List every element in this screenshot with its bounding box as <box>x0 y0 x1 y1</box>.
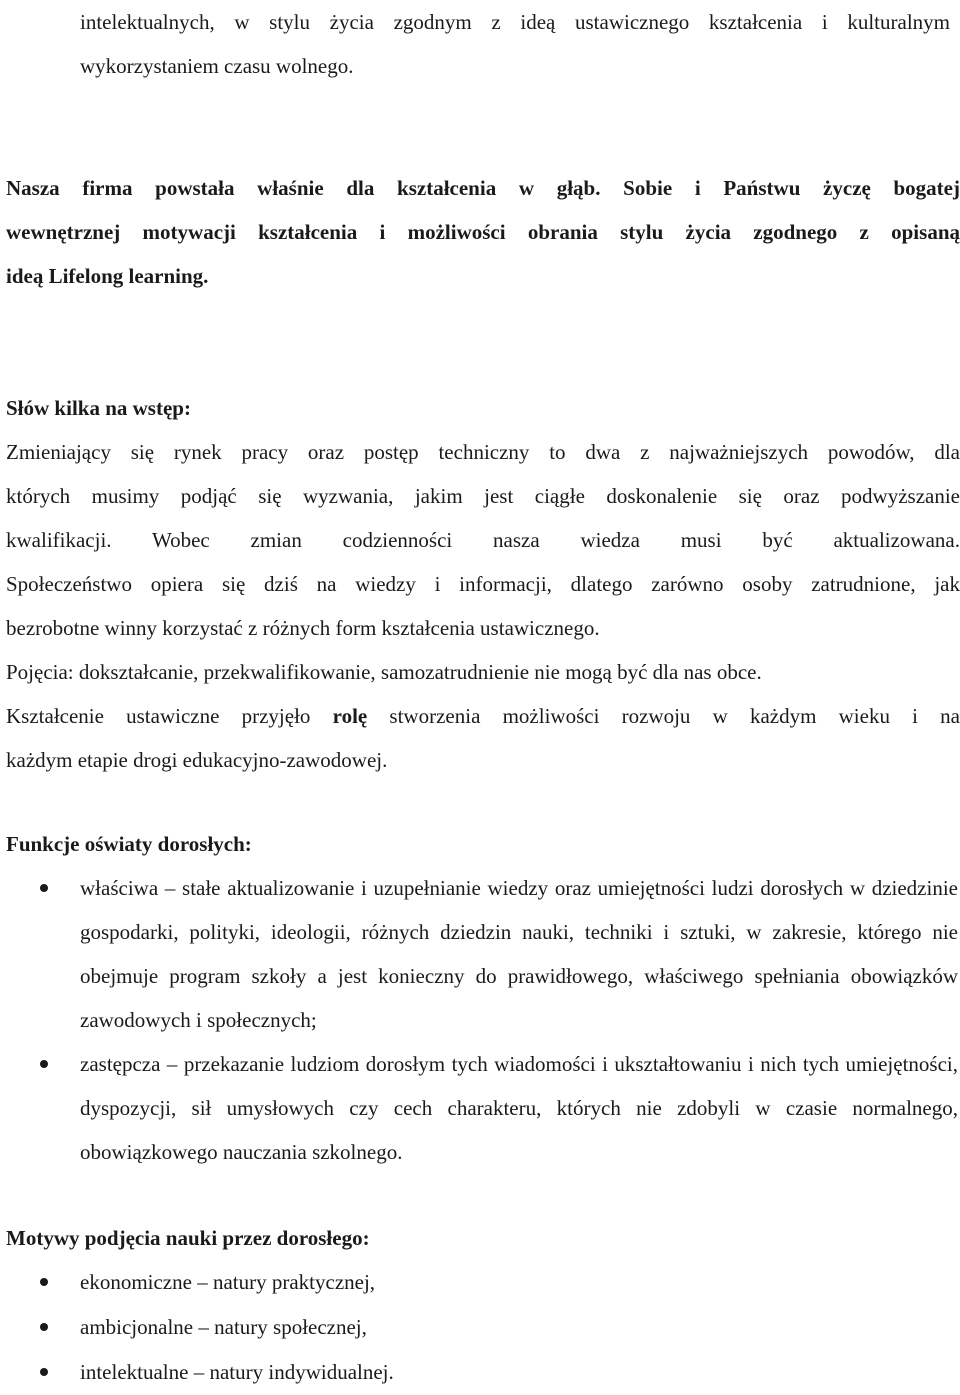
body-line-4: Społeczeństwo opiera się dziś na wiedzy i informacji, dlatego zarówno osoby zatrudnione, jak <box>6 572 960 596</box>
bullet-icon <box>40 1278 48 1286</box>
intro-paragraph <box>80 0 950 88</box>
body-line-6: Pojęcia: dokształcanie, przekwalifikowanie, samozatrudnienie nie mogą być dla nas obce. <box>6 660 762 684</box>
body-line-8: każdym etapie drogi edukacyjno-zawodowej. <box>6 748 388 772</box>
emphasis-role: rolę <box>332 704 368 728</box>
motive-item-text: ambicjonalne – natury społecznej, <box>80 1315 367 1339</box>
bullet-icon <box>40 884 48 892</box>
list-item <box>0 866 958 1042</box>
intro-section-body <box>6 430 960 782</box>
list-item <box>0 1350 900 1395</box>
motive-item-text: ekonomiczne – natury praktycznej, <box>80 1270 376 1294</box>
function-item-text: właściwa – stałe aktualizowanie i uzupełnianie wiedzy oraz umiejętności ludzi dorosłych w dziedzinie gospodarki, polityki, ideologii, różnych dziedzin nauki, techniki i sztuki, w zakresie, którego nie obejmuje program szkoły a jest konieczny do prawidłowego, właściwego spełniania obowiązków zawodowych i społecznych; <box>80 876 958 1032</box>
motive-item-text: intelektualne – natury indywidualnej. <box>80 1360 394 1384</box>
bullet-icon <box>40 1060 48 1068</box>
firm-line-2: wewnętrznej motywacji kształcenia i możliwości obrania stylu życia zgodnego z opisaną <box>6 220 960 244</box>
firm-paragraph <box>6 166 960 298</box>
firm-line-3: ideą Lifelong learning. <box>6 264 209 288</box>
section-heading-functions: Funkcje oświaty dorosłych: <box>6 832 252 856</box>
bullet-icon <box>40 1368 48 1376</box>
body-line-7-before: Kształcenie ustawiczne przyjęło <box>6 704 333 728</box>
body-line-7-after: stworzenia możliwości rozwoju w każdym wieku i na <box>367 704 960 728</box>
function-item-text: zastępcza – przekazanie ludziom dorosłym tych wiadomości i ukształtowaniu i nich tych umiejętności, dyspozycji, sił umysłowych czy cech charakteru, których nie zdobyli w czasie normalnego, obowiązkowego nauczania szkolnego. <box>80 1052 958 1164</box>
body-line-5: bezrobotne winny korzystać z różnych form kształcenia ustawicznego. <box>6 616 600 640</box>
bullet-icon <box>40 1323 48 1331</box>
body-line-2: których musimy podjąć się wyzwania, jakim jest ciągłe doskonalenie się oraz podwyższanie <box>6 484 960 508</box>
section-heading-motives: Motywy podjęcia nauki przez dorosłego: <box>6 1226 370 1250</box>
intro-line-2: wykorzystaniem czasu wolnego. <box>80 54 354 78</box>
body-line-7 <box>6 694 960 738</box>
list-item <box>0 1305 900 1350</box>
intro-line-1: intelektualnych, w stylu życia zgodnym z ideą ustawicznego kształcenia i kulturalnym <box>80 10 950 34</box>
body-line-1: Zmieniający się rynek pracy oraz postęp techniczny to dwa z najważniejszych powodów, dla <box>6 440 960 464</box>
firm-line-1: Nasza firma powstała właśnie dla kształcenia w głąb. Sobie i Państwu życzę bogatej <box>6 176 960 200</box>
body-line-3: kwalifikacji. Wobec zmian codzienności nasza wiedza musi być aktualizowana. <box>6 528 960 552</box>
functions-list <box>0 866 958 1174</box>
section-heading-intro: Słów kilka na wstęp: <box>6 396 191 420</box>
motives-list <box>0 1260 900 1395</box>
list-item <box>0 1042 958 1174</box>
list-item <box>0 1260 900 1305</box>
